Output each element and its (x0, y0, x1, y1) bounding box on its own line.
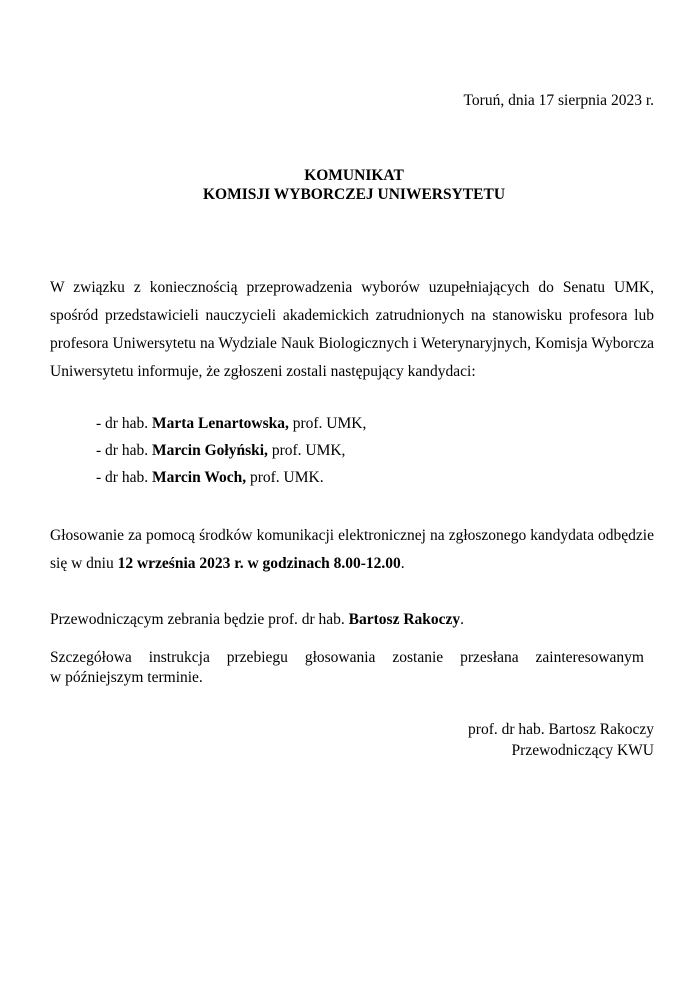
candidate-suffix: prof. UMK. (246, 469, 324, 486)
instructions-line-2: w późniejszym terminie. (50, 669, 203, 686)
voting-date-time: 12 września 2023 r. w godzinach 8.00-12.00 (117, 555, 401, 572)
list-item (96, 464, 366, 491)
chair-text: Przewodniczącym zebrania będzie prof. dr hab. (50, 611, 349, 628)
voting-paragraph (50, 522, 654, 578)
candidate-name: Marcin Woch, (151, 469, 247, 486)
chair-name: Bartosz Rakoczy (348, 611, 461, 628)
title-line-1: KOMUNIKAT (304, 167, 404, 184)
candidate-suffix: prof. UMK, (288, 415, 367, 432)
voting-text: Głosowanie za pomocą środków komunikacji elektronicznej na zgłoszonego kandydata odbędzie się w dniu (50, 527, 654, 572)
chair-paragraph (50, 606, 654, 634)
signature-block (468, 719, 654, 761)
candidate-suffix: prof. UMK, (267, 442, 346, 459)
intro-paragraph: W związku z koniecznością przeprowadzenia wyborów uzupełniających do Senatu UMK, spośród przedstawicieli nauczycieli akademickich zatrudnionych na stanowisku profesora lub profesora Uniwersytetu na Wydziale Nauk Biologicznych i Weterynaryjnych, Komisja Wyborcza Uniwersytetu informuje, że zgłoszeni zostali następujący kandydaci: (50, 279, 654, 380)
signature-role: Przewodniczący KWU (511, 742, 654, 759)
document-date: Toruń, dnia 17 sierpnia 2023 r. (463, 92, 654, 109)
list-item (96, 410, 366, 437)
chair-end: . (460, 611, 465, 628)
candidate-name: Marta Lenartowska, (151, 415, 289, 432)
document-title (0, 166, 700, 204)
candidate-list (96, 410, 366, 491)
list-item (96, 437, 366, 464)
voting-end: . (400, 555, 405, 572)
instructions-line-1: Szczegółowa instrukcja przebiegu głosowania zostanie przesłana zainteresowanym (50, 649, 644, 666)
candidate-prefix: - dr hab. (96, 469, 152, 486)
title-line-2: KOMISJI WYBORCZEJ UNIWERSYTETU (202, 186, 506, 203)
instructions-paragraph (50, 648, 654, 688)
signature-name: prof. dr hab. Bartosz Rakoczy (468, 721, 654, 738)
candidate-name: Marcin Gołyński, (151, 442, 268, 459)
candidate-prefix: - dr hab. (96, 415, 152, 432)
candidate-prefix: - dr hab. (96, 442, 152, 459)
